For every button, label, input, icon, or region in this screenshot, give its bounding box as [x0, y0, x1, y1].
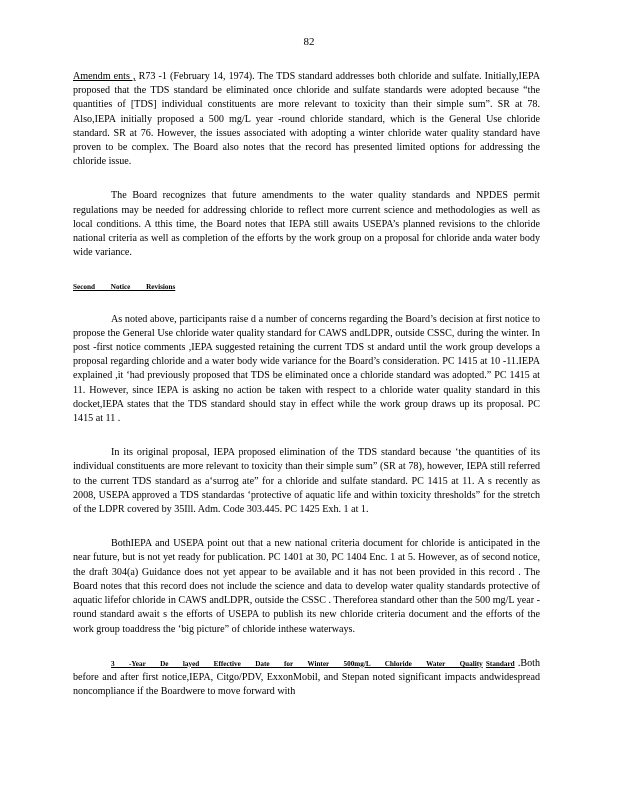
paragraph-6-heading-standard: Standard: [485, 659, 515, 668]
paragraph-1-lead: Amendm ents ,: [73, 71, 136, 82]
paragraph-4: In its original proposal, IEPA proposed elimination of the TDS standard because ‘the quantities of its individual constituents are more relevant to toxicity than their simple sum” (SR at 78), however, IEPA still referred to the current TDS standard as a‘surrog ate” for a chloride and sulfate standard. PC 1415 at 11. A s recently as 2008, USEPA approved a TDS standardas ‘protective of aquatic life and within toxicity thresholds” for the stretch of the LDPR covered by 35Ill. Adm. Code 303.445. PC 1425 Exh. 1 at 1.: [73, 447, 540, 516]
paragraph-6-heading: 3 -Year De layed Effective Date for Winter 500mg/L Chloride Water Quality: [111, 659, 483, 668]
paragraph-1: [73, 70, 540, 169]
page-number: 82: [303, 36, 315, 48]
paragraph-5: BothIEPA and USEPA point out that a new national criteria document for chloride is anticipated in the near future, but is not yet ready for publication. PC 1401 at 30, PC 1404 Enc. 1 at 5. However, as of second notice, the draft 304(a) Guidance does not yet appear to be available and it has not been provided in this record . The Board notes that this record does not include the science and data to develop water quality standards protective of aquatic lifefor chloride in CAWS andLDPR, outside the CSSC . Thereforea standard other than the 500 mg/L year -round standard await s the efforts of USEPA to publish its new chloride criteria document and the efforts of the work group toaddress the ‘big picture” of chloride inthese waterways.: [73, 538, 540, 635]
paragraph-2: The Board recognizes that future amendments to the water quality standards and NPDES permit regulations may be needed for addressing chloride to reflect more current science and methodologies as well as local conditions. A tthis time, the Board notes that IEPA still awaits USEPA’s planned revisions to the chloride national criteria as well as completion of the efforts by the work group on a proposal for chloride anda water body wide variance.: [73, 190, 540, 259]
paragraph-6-text: .Both before and after first notice,IEPA, Citgo/PDV, ExxonMobil, and Stepan noted significant impacts andwidespread noncompliance if the Boardwere to move forward with: [73, 657, 540, 698]
section-heading-second-notice: Second Notice Revisions: [73, 283, 176, 292]
paragraph-6: [73, 657, 540, 700]
paragraph-1-text: R73 -1 (February 14, 1974). The TDS standard addresses both chloride and sulfate. Initially,IEPA proposed that the TDS standard be eliminated once chloride and sulfate standards were adopted because “the quantities of [TDS] individual constituents are more relevant to toxicity than their simple sum”. SR at 78. Also,IEPA initially proposed a 500 mg/L year -round chloride standard, which is the General Use chloride standard. SR at 76. However, the issues associated with adopting a winter chloride water quality standard have proven to be complex. The Board also notes that the record has presented limited options for addressing the chloride issue.: [73, 71, 540, 168]
document-body: [73, 70, 540, 719]
paragraph-3: As noted above, participants raise d a number of concerns regarding the Board’s decision at first notice to propose the General Use chloride water quality standard for CAWS andLDPR, outside CSSC, during the winter. In post -first notice comments ,IEPA suggested retaining the current TDS st andard until the work group develops a proposal regarding chloride and a water body wide variance for the Board’s consideration. PC 1415 at 10 -11.IEPA explained ,it ‘had previously proposed that TDS be eliminated once a chloride standard was adopted.” PC 1415 at 11. However, since IEPA is asking no action be taken with respect to a chloride water quality standard in this docket,IEPA states that the TDS standard should stay in effect while the work group draws up its proposal. PC 1415 at 11 .: [73, 313, 540, 425]
